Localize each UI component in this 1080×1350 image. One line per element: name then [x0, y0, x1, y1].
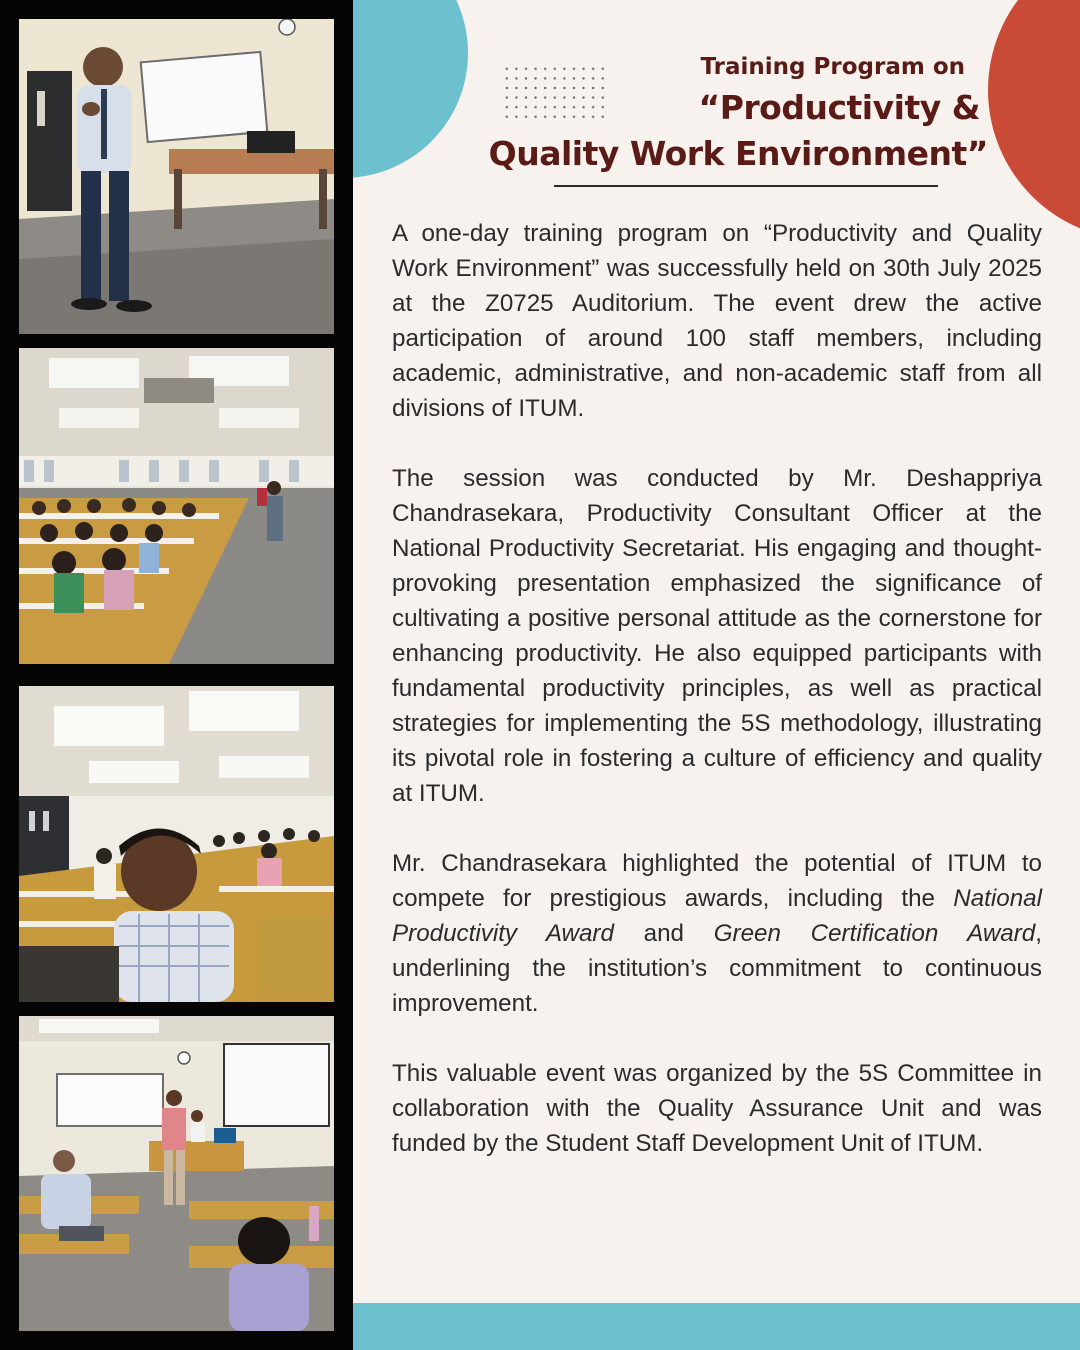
audience-closeup-photo [19, 686, 334, 1002]
classroom-photo [19, 1016, 334, 1331]
green-certification-award: Green Certification Award [713, 920, 1036, 947]
heading-title-line-2: Quality Work Environment” [488, 134, 988, 173]
heading-divider [554, 185, 938, 187]
heading-title-line-1: “Productivity & [698, 88, 980, 127]
paragraph-awards [392, 846, 1042, 1021]
article-body [392, 216, 1042, 1196]
paragraph-session-details: The session was conducted by Mr. Deshappriya Chandrasekara, Productivity Consultant Officer at the National Productivity Secretariat. His engaging and thought-provoking presentation emphasized the significance of cultivating a positive personal attitude as the cornerstone for enhancing productivity. He also equipped participants with fundamental productivity principles, as well as practical strategies for implementing the 5S methodology, illustrating its pivotal role in fostering a culture of efficiency and quality at ITUM. [392, 465, 1042, 807]
awards-text-end: , underlining the institution’s commitment to continuous improvement. [392, 920, 1042, 1017]
heading-kicker: Training Program on [700, 54, 965, 80]
national-productivity-award: National Productivity Award [392, 885, 1042, 947]
awards-conjunction: and [613, 920, 714, 947]
audience-wide-photo [19, 348, 334, 664]
paragraph-event-summary: A one-day training program on “Productivity and Quality Work Environment” was successfully held on 30th July 2025 at the Z0725 Auditorium. The event drew the active participation of around 100 staff members, including academic, administrative, and non-academic staff from all divisions of ITUM. [392, 220, 1042, 422]
page-heading [470, 50, 990, 190]
red-circle-decoration [988, 0, 1080, 240]
photo-strip [0, 0, 353, 1350]
awards-text-start: Mr. Chandrasekara highlighted the potential of ITUM to compete for prestigious awards, including the [392, 850, 1042, 912]
paragraph-organizers: This valuable event was organized by the 5S Committee in collaboration with the Quality Assurance Unit and was funded by the Student Staff Development Unit of ITUM. [392, 1060, 1042, 1157]
bottom-teal-band [353, 1303, 1080, 1350]
speaker-photo [19, 19, 334, 334]
